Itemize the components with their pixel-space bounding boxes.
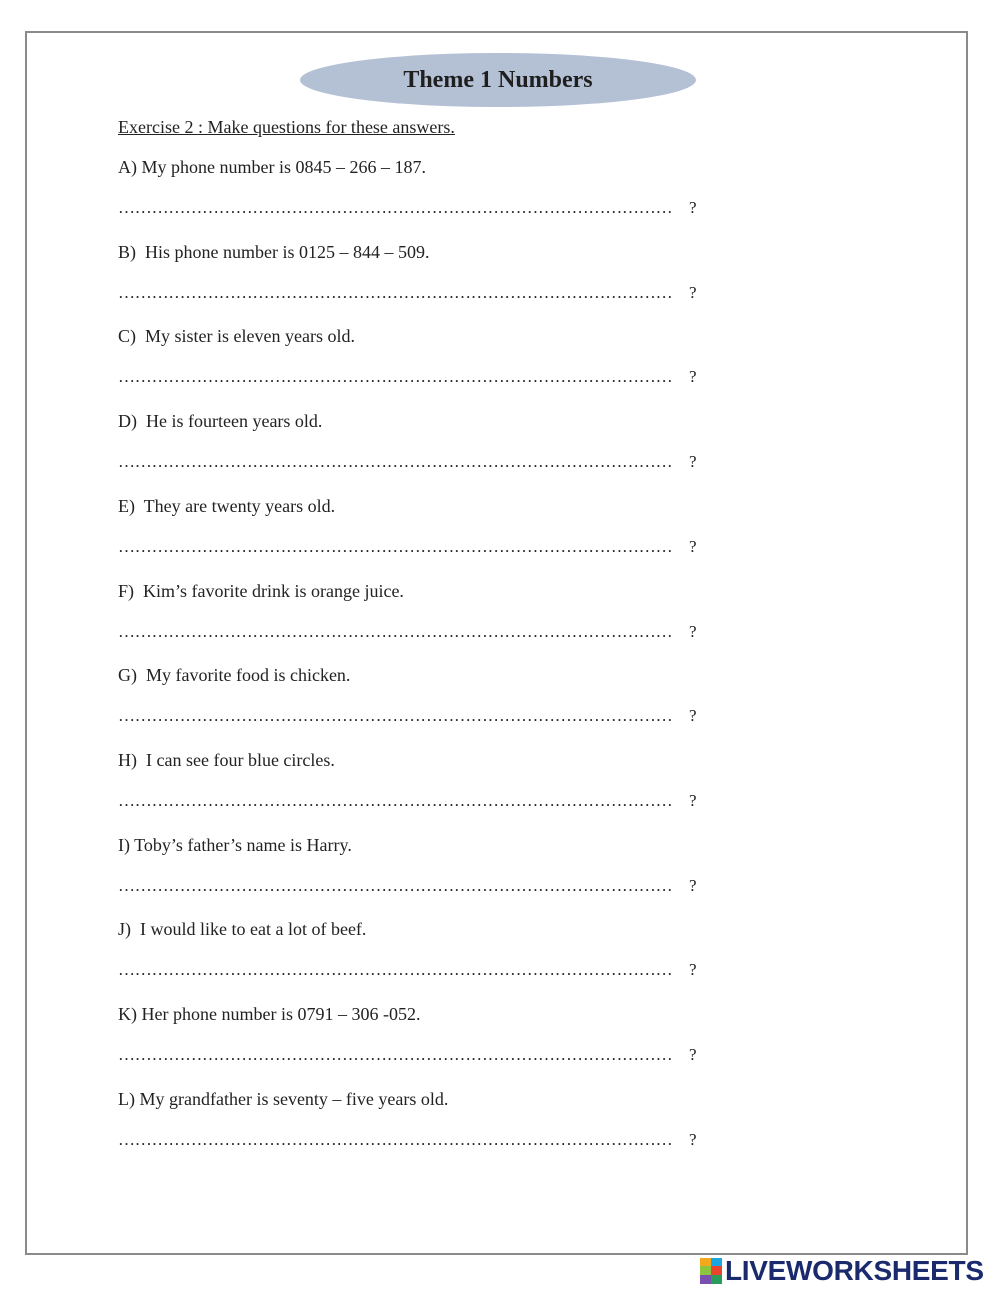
answer-blank[interactable]: ……………………………………………………………………………………… <box>118 875 673 895</box>
answer-blank[interactable]: ……………………………………………………………………………………… <box>118 367 673 387</box>
answer-blank[interactable]: ……………………………………………………………………………………… <box>118 706 673 726</box>
answer-blank[interactable]: ……………………………………………………………………………………… <box>118 960 673 980</box>
question-mark: ? <box>689 790 697 810</box>
question-text: K) Her phone number is 0791 – 306 -052. <box>118 1004 421 1024</box>
answer-line[interactable] <box>118 198 698 218</box>
question-text: H) I can see four blue circles. <box>118 749 335 770</box>
question-text: F) Kim’s favorite drink is orange juice. <box>118 580 404 601</box>
question-text: J) I would like to eat a lot of beef. <box>118 919 367 940</box>
answer-line[interactable] <box>118 791 698 811</box>
brand-footer <box>700 1257 984 1285</box>
liveworksheets-logo-icon <box>700 1258 722 1284</box>
page-title: Theme 1 Numbers <box>403 66 593 93</box>
question-mark: ? <box>689 1045 697 1064</box>
question-mark: ? <box>689 536 697 556</box>
question-mark: ? <box>689 367 697 387</box>
answer-blank[interactable]: ……………………………………………………………………………………… <box>118 452 673 472</box>
question-text: D) He is fourteen years old. <box>118 411 323 432</box>
answer-line[interactable] <box>118 1045 698 1065</box>
question-text: C) My sister is eleven years old. <box>118 326 355 347</box>
answer-blank[interactable]: ……………………………………………………………………………………… <box>118 282 673 302</box>
question-mark: ? <box>689 960 697 980</box>
answer-line[interactable] <box>118 622 698 642</box>
question-mark: ? <box>689 452 697 472</box>
answer-blank[interactable]: ……………………………………………………………………………………… <box>118 1129 673 1149</box>
answer-blank[interactable]: ……………………………………………………………………………………… <box>118 536 673 556</box>
answer-line[interactable] <box>118 283 698 303</box>
question-mark: ? <box>689 282 697 302</box>
logo-tile <box>711 1258 722 1266</box>
answer-blank[interactable]: ……………………………………………………………………………………… <box>118 198 673 217</box>
logo-tile <box>711 1266 722 1275</box>
question-mark: ? <box>689 621 697 641</box>
question-text: E) They are twenty years old. <box>118 495 336 516</box>
answer-line[interactable] <box>118 706 698 726</box>
question-text: G) My favorite food is chicken. <box>118 665 351 686</box>
answer-line[interactable] <box>118 960 698 980</box>
answer-blank[interactable]: ……………………………………………………………………………………… <box>118 621 673 641</box>
logo-tile <box>700 1258 711 1266</box>
logo-tile <box>711 1275 722 1284</box>
question-text: B) His phone number is 0125 – 844 – 509. <box>118 241 430 262</box>
exercise-instruction: Exercise 2 : Make questions for these answers. <box>118 117 455 137</box>
brand-name: LIVEWORKSHEETS <box>725 1255 984 1286</box>
title-banner <box>300 53 696 107</box>
question-mark: ? <box>689 875 697 895</box>
question-text: L) My grandfather is seventy – five years old. <box>118 1088 449 1109</box>
answer-line[interactable] <box>118 367 698 387</box>
answer-line[interactable] <box>118 876 698 896</box>
answer-blank[interactable]: ……………………………………………………………………………………… <box>118 1045 673 1064</box>
question-text: I) Toby’s father’s name is Harry. <box>118 834 352 855</box>
question-mark: ? <box>689 1129 697 1149</box>
logo-tile <box>700 1275 711 1284</box>
answer-line[interactable] <box>118 537 698 557</box>
answer-line[interactable] <box>118 452 698 472</box>
question-mark: ? <box>689 198 697 217</box>
answer-line[interactable] <box>118 1130 698 1150</box>
question-mark: ? <box>689 706 697 726</box>
logo-tile <box>700 1266 711 1275</box>
answer-blank[interactable]: ……………………………………………………………………………………… <box>118 790 673 810</box>
question-text: A) My phone number is 0845 – 266 – 187. <box>118 157 426 177</box>
